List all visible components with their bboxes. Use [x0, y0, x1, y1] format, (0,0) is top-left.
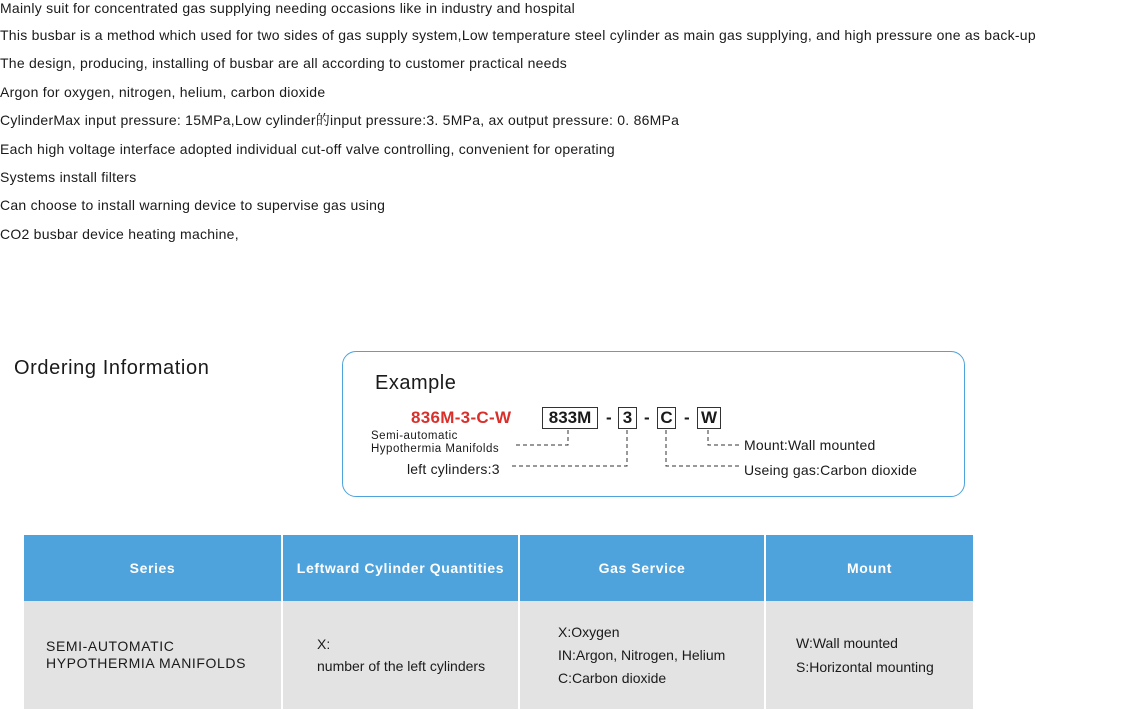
- cylinders-label: left cylinders:3: [407, 461, 500, 477]
- quantity-line: number of the left cylinders: [317, 658, 486, 674]
- mount-line: S:Horizontal mounting: [796, 659, 934, 675]
- code-separator: -: [606, 408, 612, 427]
- table-header-row: [24, 535, 973, 601]
- feature-line: CO2 busbar device heating machine,: [0, 226, 239, 242]
- quantity-line: X:: [317, 636, 331, 652]
- cell-quantity: [282, 601, 519, 709]
- cell-series: [24, 601, 282, 709]
- cell-mount: [765, 601, 973, 709]
- series-line: SEMI-AUTOMATIC: [46, 638, 175, 654]
- mount-line: W:Wall mounted: [796, 635, 898, 651]
- series-label-line-1: Semi-automatic: [371, 430, 458, 442]
- cell-gas-service: [519, 601, 765, 709]
- gas-line: X:Oxygen: [558, 623, 620, 640]
- code-part-mount: W: [697, 407, 721, 429]
- mount-label: Mount:Wall mounted: [744, 437, 876, 453]
- ordering-title: Ordering Information: [14, 357, 210, 379]
- series-label-line-2: Hypothermia Manifolds: [371, 443, 500, 455]
- table-row: [24, 601, 973, 709]
- example-model-number: 836M-3-C-W: [411, 408, 512, 427]
- feature-line: The design, producing, installing of busbar are all according to customer practical needs: [0, 55, 567, 71]
- header-quantities: Leftward Cylinder Quantities: [282, 535, 519, 601]
- feature-line: Can choose to install warning device to supervise gas using: [0, 197, 386, 213]
- feature-line: CylinderMax input pressure: 15MPa,Low cylinder的input pressure:3. 5MPa, ax output pressure: 0. 86MPa: [0, 112, 680, 128]
- code-part-gas: C: [657, 407, 676, 429]
- code-separator: -: [644, 408, 650, 427]
- feature-line: Mainly suit for concentrated gas supplying needing occasions like in industry and hospital: [0, 0, 576, 16]
- header-mount: Mount: [765, 535, 973, 601]
- ordering-table: [24, 535, 973, 709]
- feature-line: Systems install filters: [0, 169, 137, 185]
- header-gas-service: Gas Service: [519, 535, 765, 601]
- gas-label: Useing gas:Carbon dioxide: [744, 462, 918, 478]
- feature-line: Argon for oxygen, nitrogen, helium, carbon dioxide: [0, 84, 326, 100]
- gas-line: IN:Argon, Nitrogen, Helium: [558, 646, 726, 663]
- series-line: HYPOTHERMIA MANIFOLDS: [46, 655, 247, 671]
- example-title: Example: [375, 372, 457, 394]
- header-series: Series: [24, 535, 282, 601]
- feature-line: This busbar is a method which used for two sides of gas supply system,Low temperature steel cylinder as main gas supplying, and high pressure one as back-up: [0, 27, 1036, 43]
- gas-line: C:Carbon dioxide: [558, 669, 667, 686]
- code-separator: -: [684, 408, 690, 427]
- code-part-series: 833M: [542, 407, 598, 429]
- feature-line: Each high voltage interface adopted individual cut-off valve controlling, convenient for operating: [0, 141, 615, 157]
- code-part-quantity: 3: [618, 407, 637, 429]
